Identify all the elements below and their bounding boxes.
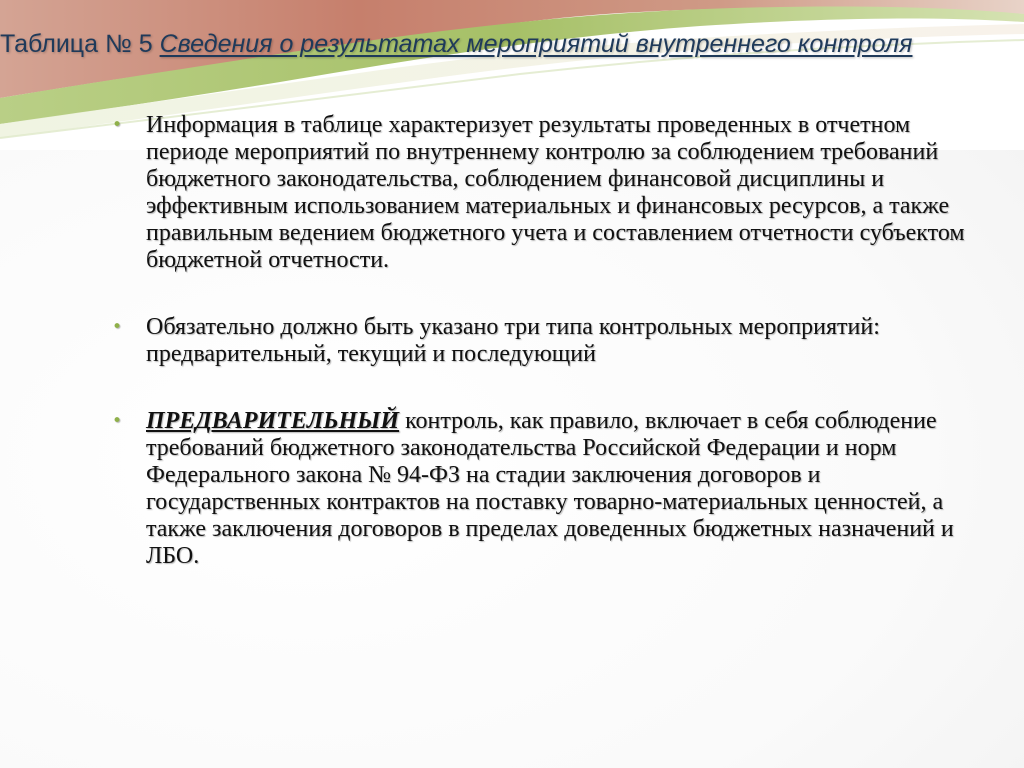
slide-title bbox=[0, 28, 1000, 60]
bullet-text: контроль, как правило, включает в себя соблюдение требований бюджетного законодательства Российской Федерации и норм Федерального закона № 94-ФЗ на стадии заключения договоров и государственных контрактов на поставку товарно-материальных ценностей, а также заключения договоров в пределах доведенных бюджетных назначений и ЛБО. bbox=[146, 408, 954, 569]
bullet-marker-icon: • bbox=[112, 317, 123, 337]
bullet-item bbox=[112, 314, 992, 368]
bullet-item bbox=[112, 112, 992, 274]
bullet-text: Информация в таблице характеризует результаты проведенных в отчетном периоде мероприятий по внутреннему контролю за соблюдением требований бюджетного законодательства, соблюдением финансовой дисциплины и эффективным использованием материальных и финансовых ресурсов, а также правильным ведением бюджетного учета и составлением отчетности субъектом бюджетной отчетности. bbox=[146, 112, 965, 273]
bullet-keyword: ПРЕДВАРИТЕЛЬНЫЙ bbox=[146, 408, 400, 434]
title-subject: Сведения о результатах мероприятий внутреннего контроля bbox=[159, 30, 913, 58]
bullet-marker-icon: • bbox=[112, 115, 123, 135]
bullet-item bbox=[112, 408, 992, 570]
bullet-list bbox=[112, 112, 992, 570]
bullet-marker-icon: • bbox=[112, 411, 123, 431]
title-prefix: Таблица № 5 bbox=[0, 30, 160, 58]
bullet-text: Обязательно должно быть указано три типа контрольных мероприятий: предварительный, текущий и последующий bbox=[146, 314, 880, 367]
